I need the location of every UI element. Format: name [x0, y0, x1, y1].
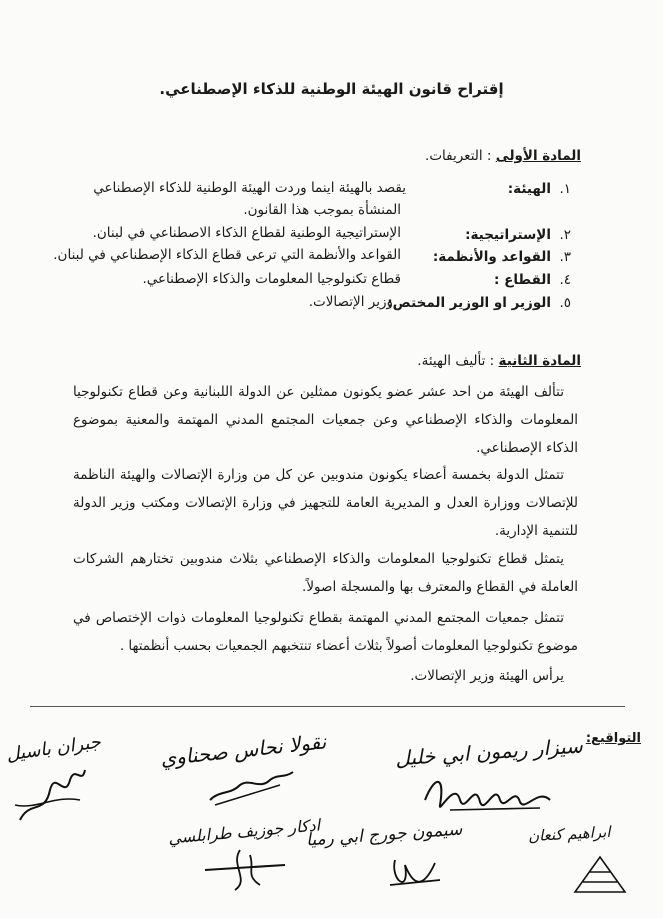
definition-5-term: ٥.الوزير او الوزير المختص:	[387, 295, 571, 311]
definition-3-term: ٣.القواعد والأنظمة:	[432, 249, 571, 265]
definition-1-term: ١.الهيئة:	[507, 181, 571, 197]
signature-name-5: سيمون جورج ابي رميا	[305, 819, 463, 851]
definition-1-text: يقصد بالهيئة اينما وردت الهيئة الوطنية للذكاء الإصطناعي	[93, 180, 406, 196]
article2-heading	[417, 353, 581, 369]
signature-scribble-2	[205, 770, 295, 810]
article2-paragraph-1: تتألف الهيئة من احد عشر عضو يكونون ممثلين عن الدولة اللبنانية وعن قطاع تكنولوجيا المعلومات والذكاء الإصطناعي وعن جمعيات المجتمع المدني المهتمة والمعنية بموضوع الذكاء الإصطناعي.	[73, 384, 578, 456]
article2-label: المادة الثانية	[498, 353, 581, 369]
definition-4-text: قطاع تكنولوجيا المعلومات والذكاء الإصطناعي.	[142, 271, 401, 287]
signatures-label: التواقيع:	[585, 731, 641, 746]
definition-2-term: ٢.الإستراتيجية:	[465, 227, 571, 243]
definition-1-text-cont: المنشأة بموجب هذا القانون.	[243, 202, 401, 218]
definition-5-text: وزير الإتصالات.	[308, 294, 393, 310]
article2-paragraph-5: يرأس الهيئة وزير الإتصالات.	[410, 668, 564, 684]
article2-title: : تأليف الهيئة.	[417, 353, 495, 369]
signature-name-4: ادكار جوزيف طرابلسي	[167, 815, 321, 848]
article1-title: : التعريفات.	[425, 148, 492, 164]
signature-name-1: سيزار ريمون ابي خليل	[394, 733, 584, 771]
article2-paragraph-2: تتمثل الدولة بخمسة أعضاء يكونون مندوبين عن كل من وزارة الإتصالات والهيئة الناظمة للإتصالات ووزارة العدل و المديرية العامة للتجهيز في وزارة الإتصالات ومكتب وزير الدولة للتنمية الإدارية.	[73, 467, 578, 539]
definition-3-text: القواعد والأنظمة التي ترعى قطاع الذكاء الإصطناعي في لبنان.	[53, 247, 401, 263]
article1-label: المادة الأولى	[495, 148, 581, 164]
document-title: إقتراح قانون الهيئة الوطنية للذكاء الإصطناعي.	[159, 80, 504, 98]
divider-line	[30, 706, 625, 707]
article2-paragraph-3: يتمثل قطاع تكنولوجيا المعلومات والذكاء الإصطناعي بثلاث مندوبين تختارهم الشركات العاملة في القطاع والمعترف بها والمسجلة اصولاً.	[73, 551, 578, 595]
signature-scribble-1	[420, 770, 560, 820]
article1-heading	[425, 148, 581, 164]
signature-scribble-3	[10, 760, 90, 830]
signature-name-3: جبران باسيل	[5, 731, 103, 766]
article2-paragraph-4: تتمثل جمعيات المجتمع المدني المهتمة بقطاع تكنولوجيا المعلومات ذوات الإختصاص في موضوع تكنولوجيا المعلومات أصولاً بثلاث أعضاء تنتخبهم الجمعيات بحسب أنظمتها .	[73, 610, 578, 654]
definition-4-term: ٤.القطاع :	[494, 272, 571, 288]
signature-scribble-4	[200, 845, 290, 895]
definition-2-text: الإستراتيجية الوطنية لقطاع الذكاء الاصطناعي في لبنان.	[92, 225, 401, 241]
signature-scribble-6	[565, 852, 635, 902]
signature-scribble-5	[385, 855, 445, 900]
signature-name-6: ابراهيم كنعان	[527, 822, 611, 846]
signature-name-2: نقولا نحاس صحناوي	[159, 729, 328, 771]
